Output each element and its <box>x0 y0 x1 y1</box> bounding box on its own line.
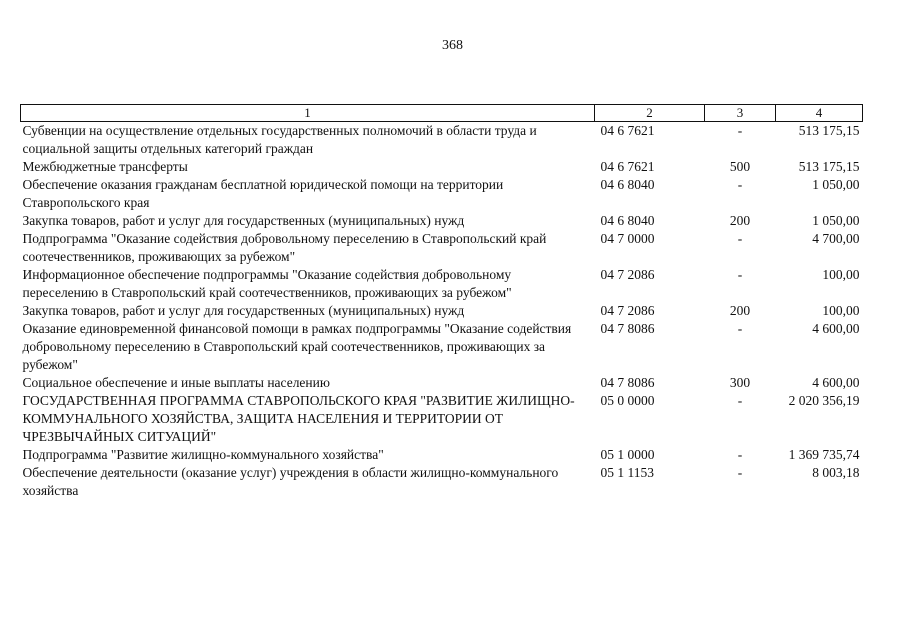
table-header-row <box>21 105 863 122</box>
row-type: 200 <box>729 303 751 318</box>
table-row <box>21 212 863 230</box>
row-type: 500 <box>729 159 751 174</box>
row-code: 04 6 8040 <box>600 177 655 192</box>
table-row <box>21 176 863 212</box>
table-row <box>21 158 863 176</box>
row-amount: 100,00 <box>822 303 860 318</box>
row-type: - <box>737 123 743 138</box>
budget-table <box>20 104 863 500</box>
row-amount: 1 050,00 <box>812 177 860 192</box>
row-type: - <box>737 321 743 336</box>
row-amount: 1 369 735,74 <box>788 447 860 462</box>
row-type: 300 <box>729 375 751 390</box>
row-name: Закупка товаров, работ и услуг для государственных (муниципальных) нужд <box>22 213 465 228</box>
row-name: Субвенции на осуществление отдельных государственных полномочий в области труда и социальной защиты отдельных категорий граждан <box>22 123 537 156</box>
row-name: Обеспечение деятельности (оказание услуг) учреждения в области жилищно-коммунального хозяйства <box>22 465 559 498</box>
table-row <box>21 374 863 392</box>
row-code: 04 6 8040 <box>600 213 655 228</box>
row-amount: 8 003,18 <box>812 465 860 480</box>
row-code: 05 1 1153 <box>600 465 654 480</box>
row-type: - <box>737 465 743 480</box>
row-type: - <box>737 447 743 462</box>
row-name: Закупка товаров, работ и услуг для государственных (муниципальных) нужд <box>22 303 465 318</box>
table-row <box>21 266 863 302</box>
row-code: 04 7 8086 <box>600 375 655 390</box>
table-row <box>21 230 863 266</box>
row-amount: 100,00 <box>822 267 860 282</box>
row-code: 05 1 0000 <box>600 447 655 462</box>
row-name: Подпрограмма "Оказание содействия добровольному переселению в Ставропольский край соотечественников, проживающих за рубежом" <box>22 231 547 264</box>
row-type: - <box>737 231 743 246</box>
header-col-4: 4 <box>776 105 863 122</box>
table-row <box>21 302 863 320</box>
row-name: Подпрограмма "Развитие жилищно-коммунального хозяйства" <box>22 447 384 462</box>
row-type: - <box>737 267 743 282</box>
table-row <box>21 446 863 464</box>
row-code: 04 7 2086 <box>600 303 655 318</box>
row-name: ГОСУДАРСТВЕННАЯ ПРОГРАММА СТАВРОПОЛЬСКОГО КРАЯ "РАЗВИТИЕ ЖИЛИЩНО-КОММУНАЛЬНОГО ХОЗЯЙСТВА, ЗАЩИТА НАСЕЛЕНИЯ И ТЕРРИТОРИИ ОТ ЧРЕЗВЫЧАЙНЫХ СИТУАЦИЙ" <box>22 393 575 444</box>
row-type: - <box>737 393 743 408</box>
row-amount: 513 175,15 <box>798 123 860 138</box>
row-code: 04 7 8086 <box>600 321 655 336</box>
header-col-1: 1 <box>21 105 595 122</box>
row-name: Информационное обеспечение подпрограммы "Оказание содействия добровольному переселению в Ставропольский край соотечественников, проживающих за рубежом" <box>22 267 512 300</box>
row-amount: 1 050,00 <box>812 213 860 228</box>
row-code: 04 7 0000 <box>600 231 655 246</box>
row-code: 04 6 7621 <box>600 123 655 138</box>
table-row <box>21 320 863 374</box>
row-type: 200 <box>729 213 751 228</box>
row-amount: 2 020 356,19 <box>788 393 860 408</box>
row-name: Обеспечение оказания гражданам бесплатной юридической помощи на территории Ставропольского края <box>22 177 504 210</box>
table-row <box>21 464 863 500</box>
row-name: Социальное обеспечение и иные выплаты населению <box>22 375 330 390</box>
row-amount: 513 175,15 <box>798 159 860 174</box>
row-name: Оказание единовременной финансовой помощи в рамках подпрограммы "Оказание содействия добровольному переселению в Ставропольский край соотечественников, проживающих за рубежом" <box>22 321 572 372</box>
row-code: 04 6 7621 <box>600 159 655 174</box>
row-amount: 4 600,00 <box>812 321 860 336</box>
row-code: 05 0 0000 <box>600 393 655 408</box>
header-col-3: 3 <box>705 105 776 122</box>
header-col-2: 2 <box>595 105 705 122</box>
row-amount: 4 600,00 <box>812 375 860 390</box>
table-row <box>21 392 863 446</box>
row-name: Межбюджетные трансферты <box>22 159 188 174</box>
page-number: 368 <box>442 38 463 53</box>
row-amount: 4 700,00 <box>812 231 860 246</box>
row-type: - <box>737 177 743 192</box>
table-row <box>21 122 863 159</box>
row-code: 04 7 2086 <box>600 267 655 282</box>
